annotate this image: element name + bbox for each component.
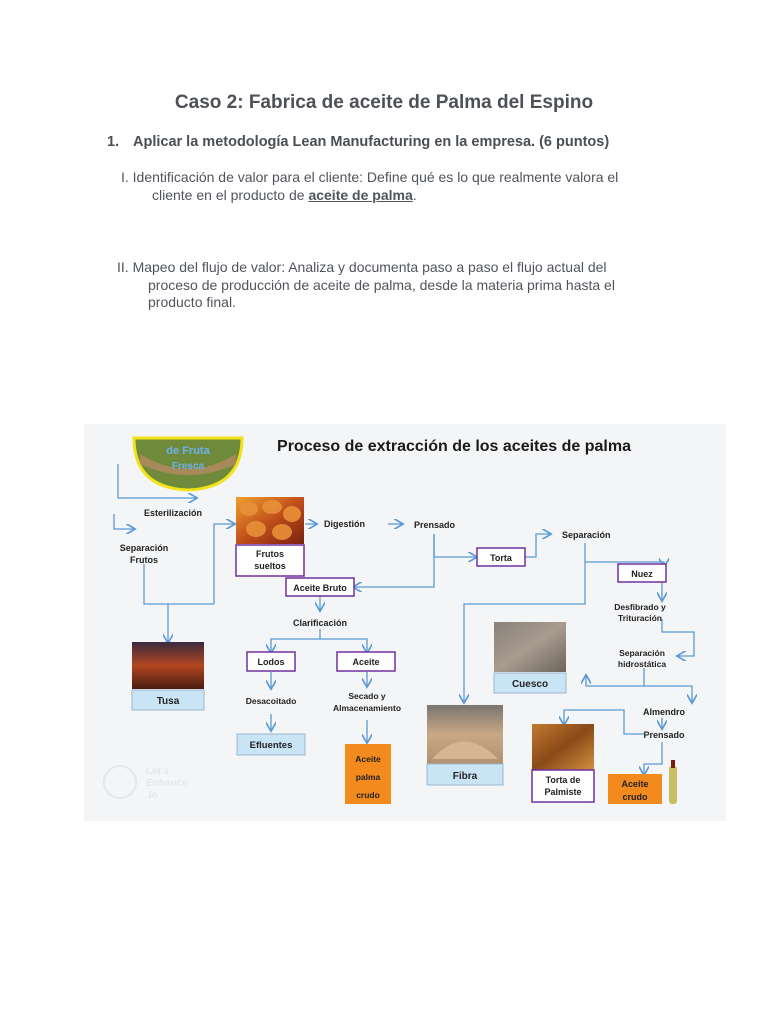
item-ii-text: Mapeo del flujo de valor: Analiza y documenta paso a paso el flujo actual del [132, 259, 607, 275]
step-prensado: Prensado [414, 520, 456, 530]
step-lodos: Lodos [257, 657, 285, 667]
frutos-sueltos-2: sueltos [254, 561, 286, 571]
step-separacion-hidro-1: Separación [619, 648, 665, 658]
item-i [121, 169, 681, 204]
process-diagram [84, 424, 726, 821]
aceite-crudo-1: Aceite [621, 779, 649, 789]
torta-palmiste-image [532, 724, 594, 770]
tusa-label: Tusa [156, 696, 180, 707]
item-i-line2 [121, 187, 681, 205]
item-i-line1 [121, 169, 681, 187]
step-clarificacion: Clarificación [292, 618, 348, 628]
item-i-marker: I. [121, 169, 129, 185]
step-aceite: Aceite [352, 657, 380, 667]
item-ii-marker: II. [117, 259, 129, 275]
step-digestion: Digestión [324, 519, 366, 529]
step-almendro: Almendro [642, 707, 686, 717]
step-desfibrado-1: Desfibrado y [614, 602, 666, 612]
watermark-1: Let's [146, 766, 169, 777]
item-i-text: Identificación de valor para el cliente: Define qué es lo que realmente valora el [132, 169, 619, 185]
step-torta: Torta [490, 553, 512, 563]
aceite-palma-1: Aceite [355, 754, 381, 764]
watermark-2: Enhance [146, 778, 188, 789]
watermark [104, 766, 188, 801]
cuesco-image [494, 622, 566, 672]
step-separacion-hidro-2: hidrostática [617, 659, 667, 669]
item-ii [117, 259, 677, 312]
fibra-label: Fibra [452, 771, 478, 782]
step-secado-2: Almacenamiento [332, 703, 402, 713]
item-ii-line1 [117, 259, 677, 277]
step-prensado-2: Prensado [643, 730, 685, 740]
aceite-crudo-2: crudo [622, 792, 648, 802]
step-desacoitado: Desacoitado [245, 696, 297, 706]
item-i-prefix: cliente en el producto de [152, 186, 309, 203]
step-esterilizacion: Esterilización [144, 508, 203, 518]
step-aceite-bruto: Aceite Bruto [293, 583, 347, 593]
oil-bottle-icon [669, 760, 677, 804]
question-1 [107, 134, 609, 150]
fruta-label-2: Fresca [171, 461, 205, 472]
fruta-fresca-image [134, 438, 242, 490]
torta-palmiste-1: Torta de [545, 775, 581, 785]
item-i-suffix: . [412, 186, 417, 203]
step-separacion-frutos-2: Frutos [130, 555, 158, 565]
watermark-3: .io [146, 790, 158, 801]
step-separacion: Separación [562, 530, 611, 540]
item-i-emphasis: aceite de palma [308, 186, 413, 203]
tusa-image [132, 642, 204, 689]
torta-palmiste-2: Palmiste [544, 787, 582, 797]
question-number: 1. [107, 134, 120, 150]
aceite-palma-2: palma [355, 772, 381, 782]
item-ii-line2: proceso de producción de aceite de palma, desde la materia prima hasta el [148, 276, 615, 293]
frutos-sueltos-1: Frutos [256, 549, 284, 559]
item-ii-line3: producto final. [148, 294, 236, 310]
diagram-title: Proceso de extracción de los aceites de palma [277, 438, 631, 455]
step-secado-1: Secado y [348, 691, 386, 701]
step-nuez: Nuez [631, 569, 653, 579]
step-desfibrado-2: Trituración [618, 613, 662, 623]
process-diagram-svg [84, 424, 726, 821]
question-text: Aplicar la metodología Lean Manufacturing en la empresa. (6 puntos) [133, 134, 610, 150]
fruta-label-1: de Fruta [166, 445, 210, 457]
page-title: Caso 2: Fabrica de aceite de Palma del Espino [174, 92, 594, 113]
aceite-palma-3: crudo [356, 790, 380, 800]
step-efluentes: Efluentes [249, 740, 293, 751]
step-separacion-frutos-1: Separación [119, 543, 169, 553]
cuesco-label: Cuesco [511, 679, 549, 690]
